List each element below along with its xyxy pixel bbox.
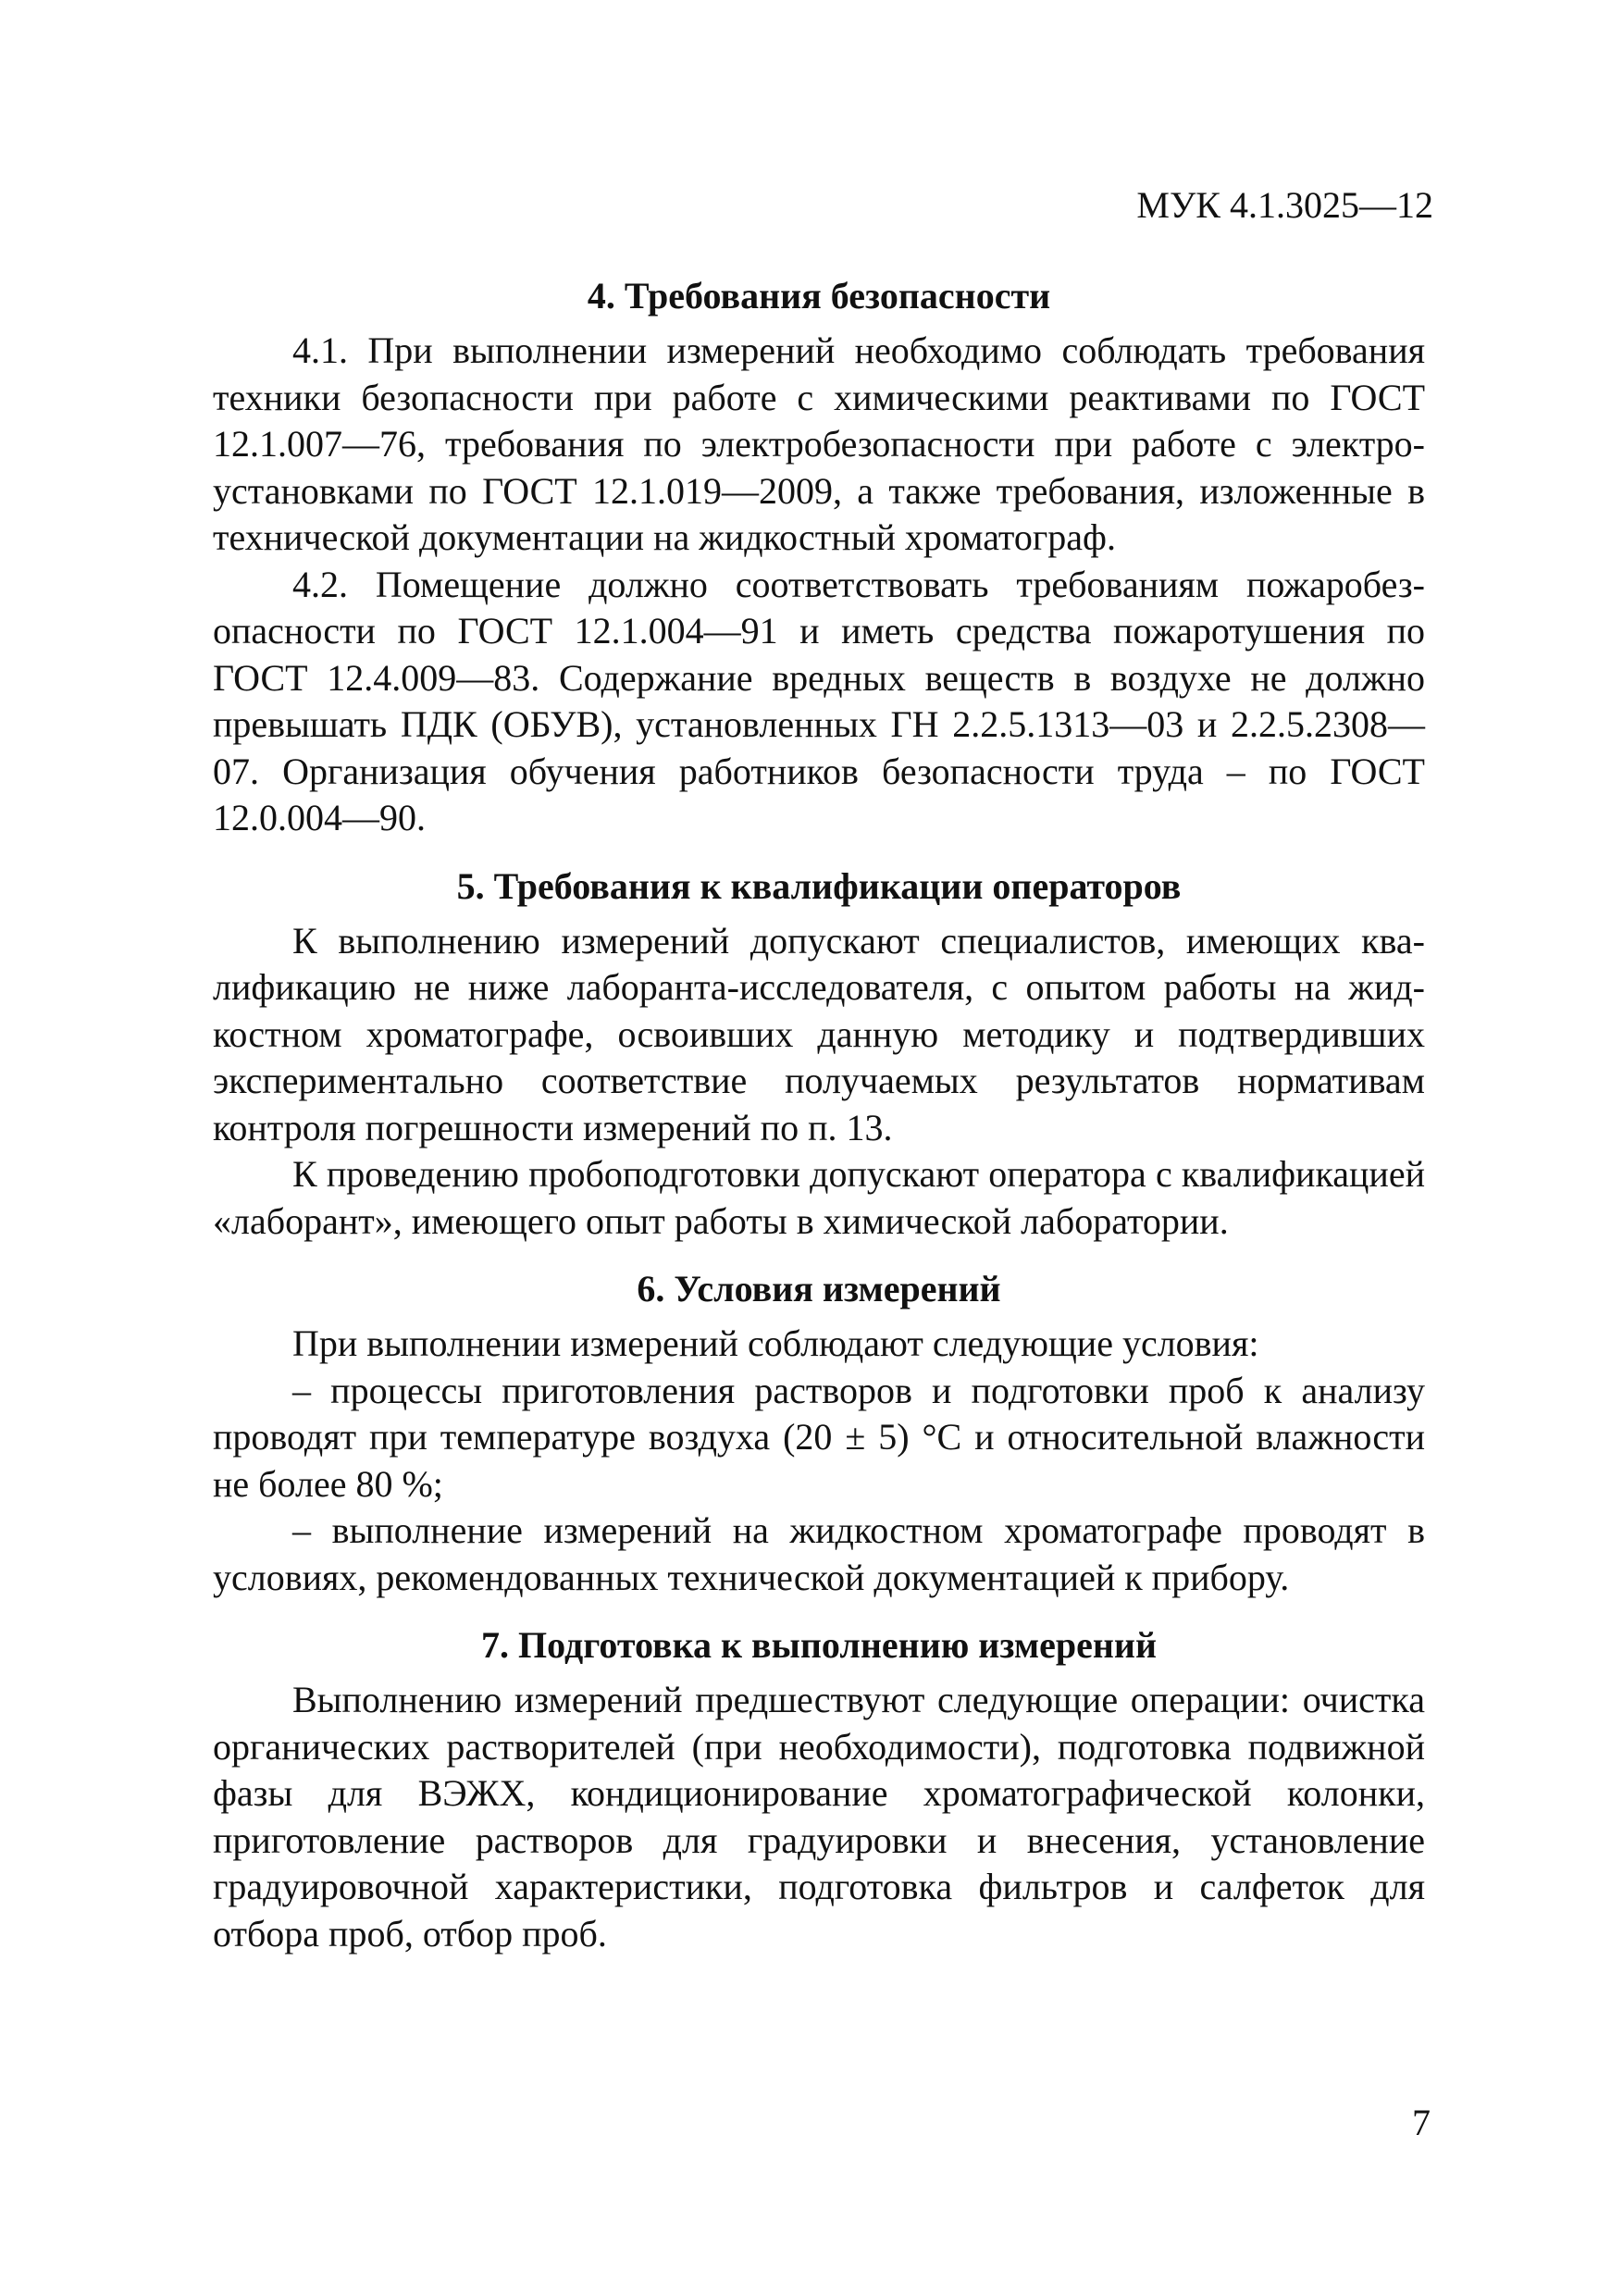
section-heading: 5. Требования к квалификации операторов	[456, 864, 1182, 907]
paragraph: – процессы приготовления растворов и подготовки проб к анализу проводят при температуре воздуха (20 ± 5) °С и относительной влажности не более 80 %;	[213, 1369, 1425, 1505]
paragraph: При выполнении измерений соблюдают следующие условия:	[292, 1322, 1259, 1364]
paragraph: Выполнению измерений предшествуют следующие операции: очистка органических растворителей (при необходимости), подготовка подвижной фазы для ВЭЖХ, кондиционирование хроматографической колонки, приготовление растворов для градуировки и внесения, установление градуировочной характеристики, подготовка фильтров и салфеток для отбора проб, отбор проб.	[213, 1679, 1425, 1955]
page-body	[213, 272, 1425, 1978]
paragraph: К проведению пробоподготовки допускают оператора с квалификацией «лаборант», имеющего опыт работы в химической лаборатории.	[213, 1153, 1425, 1242]
paragraph: К выполнению измерений допускают специалистов, имеющих квалификацию не ниже лаборанта-исследователя, с опытом работы на жидкостном хроматографе, освоивших данную методику и подтвердивших экспериментально соответствие получаемых результатов нормативам контроля погрешности измерений по п. 13.	[213, 919, 1425, 1148]
section-measurement-preparation	[213, 1621, 1425, 1957]
section-operator-qualification	[213, 863, 1425, 1246]
section-heading: 6. Условия измерений	[637, 1268, 1001, 1309]
section-heading: 4. Требования безопасности	[587, 275, 1051, 316]
paragraph: 4.2. Помещение должно соответствовать требованиям пожаробезопасности по ГОСТ 12.1.004—91 и иметь средства пожаротушения по ГОСТ 12.4.009—83. Содержание вредных веществ в воздухе не должно превышать ПДК (ОБУВ), установленных ГН 2.2.5.1313—03 и 2.2.5.2308—07. Организация обучения работников безопасности труда – по ГОСТ 12.0.004—90.	[213, 563, 1425, 838]
section-heading: 7. Подготовка к выполнению измерений	[481, 1624, 1157, 1666]
page-number: 7	[1412, 2102, 1431, 2143]
paragraph: 4.1. При выполнении измерений необходимо соблюдать требования техники безопасности при работе с химическими реактивами по ГОСТ 12.1.007—76, требования по электробезопасности при работе с электроустановками по ГОСТ 12.1.019—2009, а также требования, изложенные в технической документации на жидкостный хроматограф.	[213, 329, 1425, 558]
section-safety	[213, 272, 1425, 842]
section-measurement-conditions	[213, 1265, 1425, 1601]
document-code-header: МУК 4.1.3025—12	[1136, 184, 1433, 226]
paragraph: – выполнение измерений на жидкостном хроматографе проводят в условиях, рекомендованных технической документацией к прибору.	[213, 1509, 1425, 1598]
